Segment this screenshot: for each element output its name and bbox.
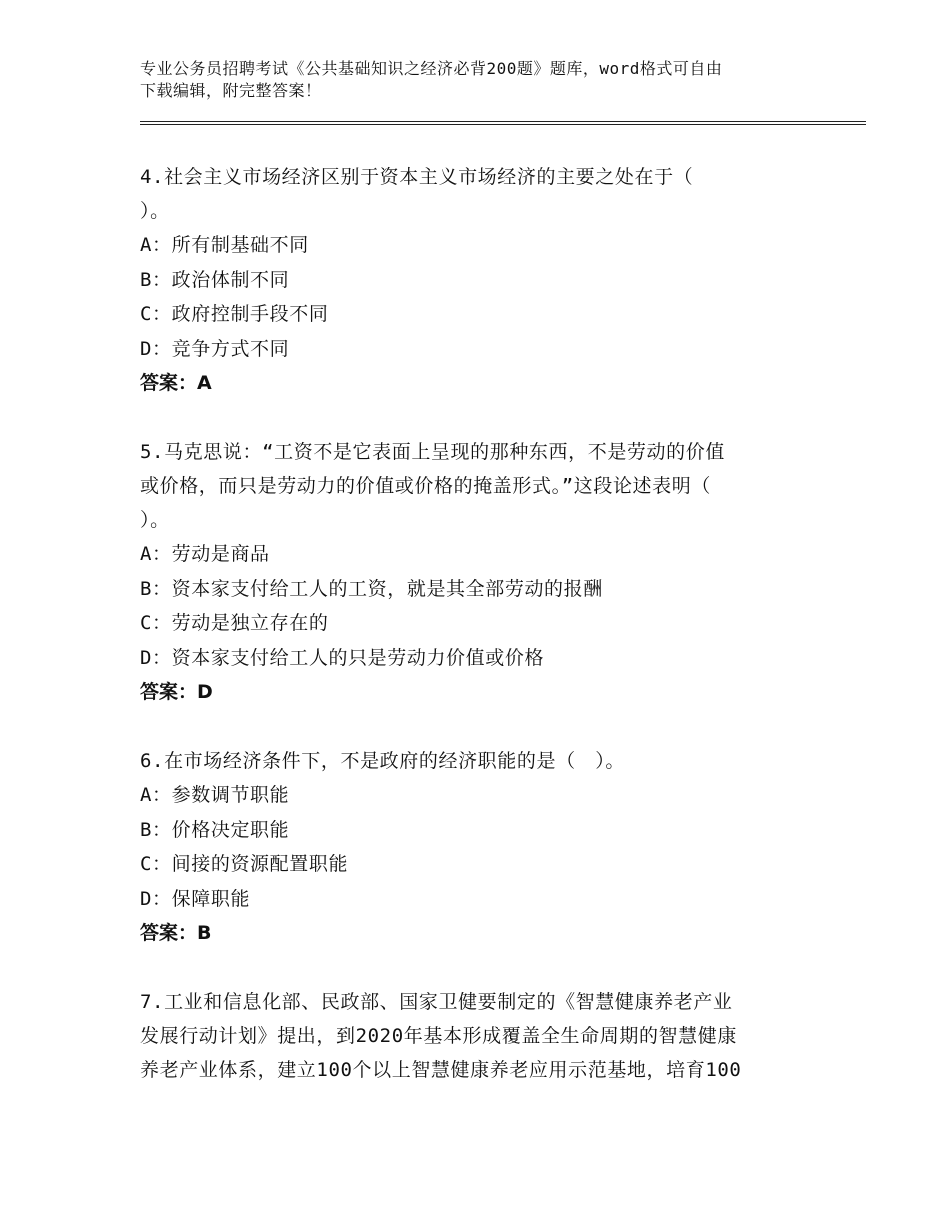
option-c: C：间接的资源配置职能 [140,853,349,875]
option-b: B：政治体制不同 [140,268,290,291]
option-a: A：劳动是商品 [140,543,270,565]
header-line-2: 下载编辑，附完整答案！ [140,81,322,100]
question-text: 4.社会主义市场经济区别于资本主义市场经济的主要之处在于（ [140,166,694,188]
question-text: 7.工业和信息化部、民政部、国家卫健要制定的《智慧健康养老产业 [140,991,733,1013]
option-b: B：价格决定职能 [140,818,290,841]
question-text: 5.马克思说：“工资不是它表面上呈现的那种东西，不是劳动的价值 [140,441,725,463]
question-spacer [140,950,820,985]
option-d: D：资本家支付给工人的只是劳动力价值或价格 [140,646,545,669]
option-c: C：劳动是独立存在的 [140,612,329,634]
option-a: A：参数调节职能 [140,784,290,806]
document-header [140,58,840,102]
question-text: ）。 [140,509,170,531]
answer-label: 答案：B [140,922,212,944]
question-spacer [140,709,820,744]
option-d: D：竞争方式不同 [140,337,290,360]
header-divider-top [140,121,866,122]
option-d: D：保障职能 [140,887,251,910]
question-item [140,985,820,1087]
answer-label: 答案：A [140,372,212,394]
option-c: C：政府控制手段不同 [140,303,329,325]
answer-label: 答案：D [140,681,213,703]
question-item [140,160,820,400]
question-item [140,435,820,709]
question-text: 养老产业体系，建立100个以上智慧健康养老应用示范基地，培育100 [140,1059,742,1081]
question-text: 发展行动计划》提出，到2020年基本形成覆盖全生命周期的智慧健康 [140,1025,737,1047]
question-item [140,744,820,950]
option-a: A：所有制基础不同 [140,234,309,256]
question-text: ）。 [140,200,170,222]
question-spacer [140,400,820,435]
header-divider-bottom [140,124,866,125]
question-list [140,160,820,1087]
option-b: B：资本家支付给工人的工资，就是其全部劳动的报酬 [140,577,603,600]
question-text: 6.在市场经济条件下，不是政府的经济职能的是（ ）。 [140,750,625,772]
question-text: 或价格，而只是劳动力的价值或价格的掩盖形式。”这段论述表明（ [140,475,711,497]
header-line-1: 专业公务员招聘考试《公共基础知识之经济必背200题》题库，word格式可自由 [140,59,723,78]
